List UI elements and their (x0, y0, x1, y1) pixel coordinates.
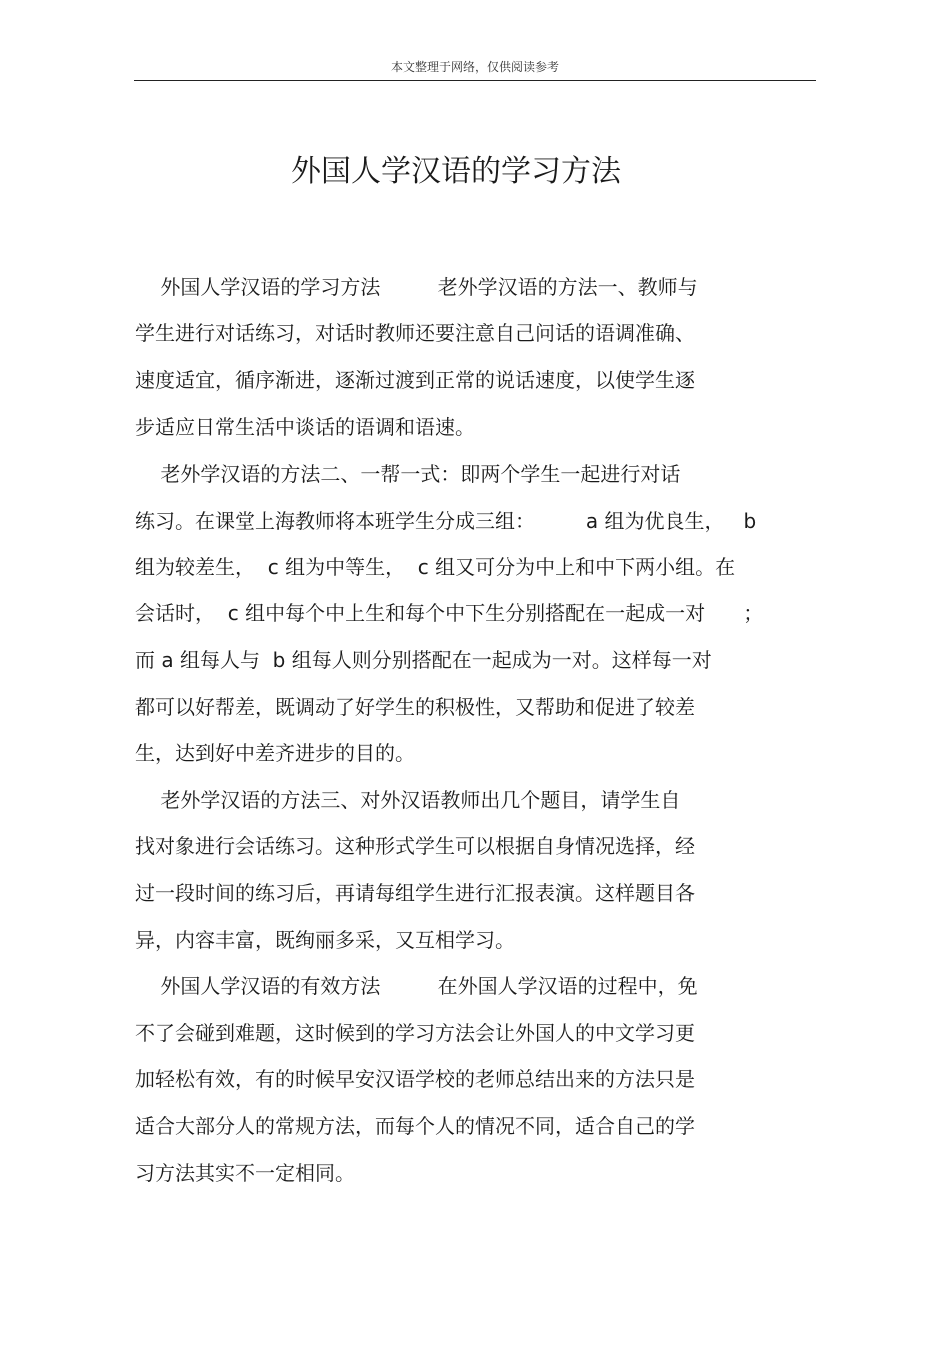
text-line: 老外学汉语的方法三、对外汉语教师出几个题目，请学生自 (135, 788, 681, 812)
text-line: 速度适宜，循序渐进，逐渐过渡到正常的说话速度，以使学生逐 (135, 368, 695, 392)
text-line: 老外学汉语的方法二、一帮一式：即两个学生一起进行对话 (135, 462, 681, 486)
text-line: 异，内容丰富，既绚丽多采，又互相学习。 (135, 928, 515, 952)
text-line: 练习。在课堂上海教师将本班学生分成三组： a 组为优良生， b (135, 509, 757, 533)
text-line: 习方法其实不一定相同。 (135, 1161, 355, 1185)
text-line: 外国人学汉语的有效方法 在外国人学汉语的过程中，免 (135, 974, 698, 998)
text-line: 而 a 组每人与 b 组每人则分别搭配在一起成为一对。这样每一对 (135, 648, 712, 672)
document-title: 外国人学汉语的学习方法 (291, 154, 621, 189)
text-line: 步适应日常生活中谈话的语调和语速。 (135, 415, 475, 439)
text-line: 外国人学汉语的学习方法 老外学汉语的方法一、教师与 (135, 275, 698, 299)
header-rule (134, 80, 816, 81)
text-line: 适合大部分人的常规方法，而每个人的情况不同，适合自己的学 (135, 1114, 695, 1138)
text-line: 加轻松有效，有的时候早安汉语学校的老师总结出来的方法只是 (135, 1067, 695, 1091)
text-line: 学生进行对话练习，对话时教师还要注意自己问话的语调准确、 (135, 321, 695, 345)
text-line: 过一段时间的练习后，再请每组学生进行汇报表演。这样题目各 (135, 881, 695, 905)
text-line: 找对象进行会话练习。这种形式学生可以根据自身情况选择，经 (135, 834, 695, 858)
page-header: 本文整理于网络，仅供阅读参考 (390, 60, 559, 74)
text-line: 会话时， c 组中每个中上生和每个中下生分别搭配在一起成一对 ； (135, 601, 764, 625)
text-line: 组为较差生， c 组为中等生， c 组又可分为中上和中下两小组。在 (135, 555, 736, 579)
text-line: 都可以好帮差，既调动了好学生的积极性，又帮助和促进了较差 (135, 695, 695, 719)
text-line: 不了会碰到难题，这时候到的学习方法会让外国人的中文学习更 (135, 1021, 695, 1045)
text-line: 生，达到好中差齐进步的目的。 (135, 741, 415, 765)
